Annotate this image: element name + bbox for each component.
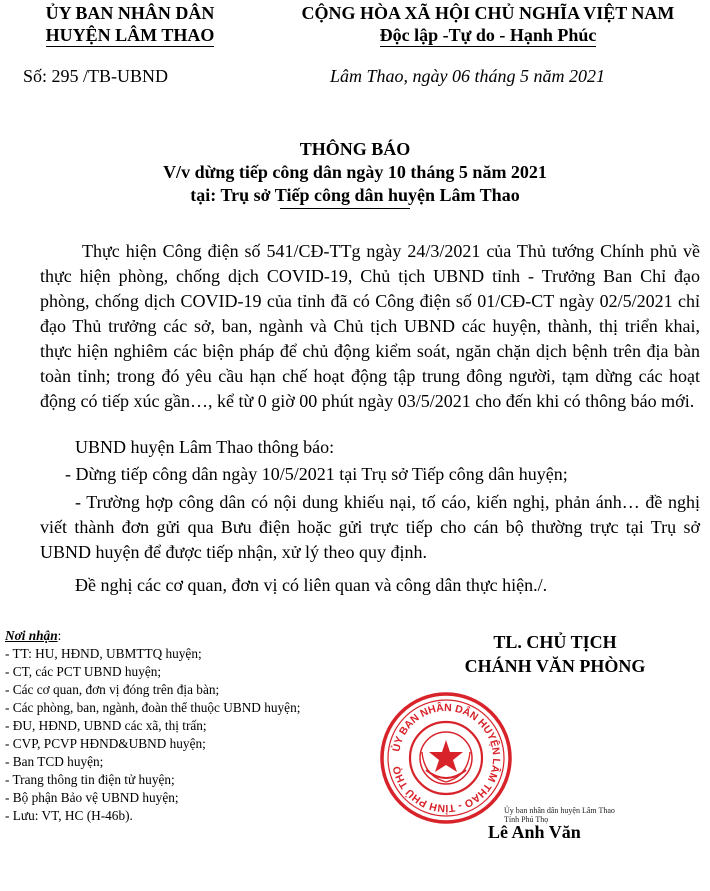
org-name-line1: ỦY BAN NHÂN DÂN <box>45 3 215 23</box>
title-line3: tại: Trụ sở Tiếp công dân huyện Lâm Thao <box>190 185 520 205</box>
signer-title <box>405 630 705 678</box>
recipient-item: - Bộ phận Bảo vệ UBND huyện; <box>5 790 179 805</box>
recipient-item: - CT, các PCT UBND huyện; <box>5 664 162 679</box>
document-title <box>0 138 710 207</box>
signer-title-line1: TL. CHỦ TỊCH <box>493 632 617 652</box>
seal-ring-text: ỦY BAN NHÂN DÂN HUYỆN LÂM THAO - TỈNH PHÚ THỌ <box>390 701 503 815</box>
document-number: Số: 295 /TB-UBND <box>23 66 169 86</box>
body-paragraph: Thực hiện Công điện số 541/CĐ-TTg ngày 24/3/2021 của Thủ tướng Chính phủ về thực hiện phòng, chống dịch COVID-19, Chủ tịch UBND tỉnh - Trưởng Ban Chỉ đạo phòng, chống dịch COVID-19 của tỉnh đã có Công điện số 01/CĐ-CT ngày 02/5/2021 chỉ đạo Thủ trưởng các sở, ban, ngành và Chủ tịch UBND các huyện, thành, thị triển khai, thực hiện nghiêm các biện pháp để chủ động kiểm soát, ngăn chặn dịch bệnh trên địa bàn toàn tỉnh; trong đó yêu cầu hạn chế hoạt động tập trung đông người, tạm dừng các hoạt động có tiếp xúc gần…, kể từ 0 giờ 00 phút ngày 03/5/2021 cho đến khi có thông báo mới. <box>40 241 700 411</box>
body-paragraph: Đề nghị các cơ quan, đơn vị có liên quan và công dân thực hiện./. <box>75 575 548 595</box>
recipients-label: Nơi nhận <box>5 628 58 643</box>
recipient-item: - ĐU, HĐND, UBND các xã, thị trấn; <box>5 718 207 733</box>
body-paragraph: - Trường hợp công dân có nội dung khiếu nại, tố cáo, kiến nghị, phản ánh… đề nghị viết thành đơn gửi qua Bưu điện hoặc gửi trực tiếp cho cán bộ thường trực tại Trụ sở UBND huyện để được tiếp nhận, xử lý theo quy định. <box>40 492 700 562</box>
title-line1: THÔNG BÁO <box>299 139 411 159</box>
recipient-item: - Ban TCD huyện; <box>5 754 104 769</box>
digital-signature-line1: Ủy ban nhân dân huyện Lâm Thao <box>504 806 615 815</box>
recipient-item: - CVP, PCVP HĐND&UBND huyện; <box>5 736 206 751</box>
recipients-list <box>5 627 385 825</box>
recipient-item: - Các cơ quan, đơn vị đóng trên địa bàn; <box>5 682 220 697</box>
motto-line2: Độc lập -Tự do - Hạnh Phúc <box>379 25 597 45</box>
recipients-label-colon: : <box>57 628 62 643</box>
emblem-star-icon <box>429 740 463 772</box>
digital-signature-line2: Tỉnh Phú Thọ <box>504 815 549 824</box>
title-line2: V/v dừng tiếp công dân ngày 10 tháng 5 năm 2021 <box>163 162 547 182</box>
recipient-item: - TT: HU, HĐND, UBMTTQ huyện; <box>5 646 202 661</box>
official-seal <box>378 690 514 831</box>
recipient-item: - Lưu: VT, HC (H-46b). <box>5 808 133 823</box>
recipient-item: - Các phòng, ban, ngành, đoàn thể thuộc UBND huyện; <box>5 700 301 715</box>
body-paragraph: UBND huyện Lâm Thao thông báo: <box>75 437 335 457</box>
signer-name: Lê Anh Văn <box>488 822 581 842</box>
org-name-line2: HUYỆN LÂM THAO <box>45 25 215 45</box>
motto-line1: CỘNG HÒA XÃ HỘI CHỦ NGHĨA VIỆT NAM <box>301 3 675 23</box>
recipient-item: - Trang thông tin điện tử huyện; <box>5 772 175 787</box>
seal-graphic <box>378 690 514 826</box>
org-header <box>10 2 250 47</box>
body-paragraph: - Dừng tiếp công dân ngày 10/5/2021 tại Trụ sở Tiếp công dân huyện; <box>65 464 568 484</box>
title-divider <box>280 208 410 209</box>
national-motto <box>268 2 708 47</box>
document-date: Lâm Thao, ngày 06 tháng 5 năm 2021 <box>330 66 606 86</box>
signer-title-line2: CHÁNH VĂN PHÒNG <box>464 656 646 676</box>
